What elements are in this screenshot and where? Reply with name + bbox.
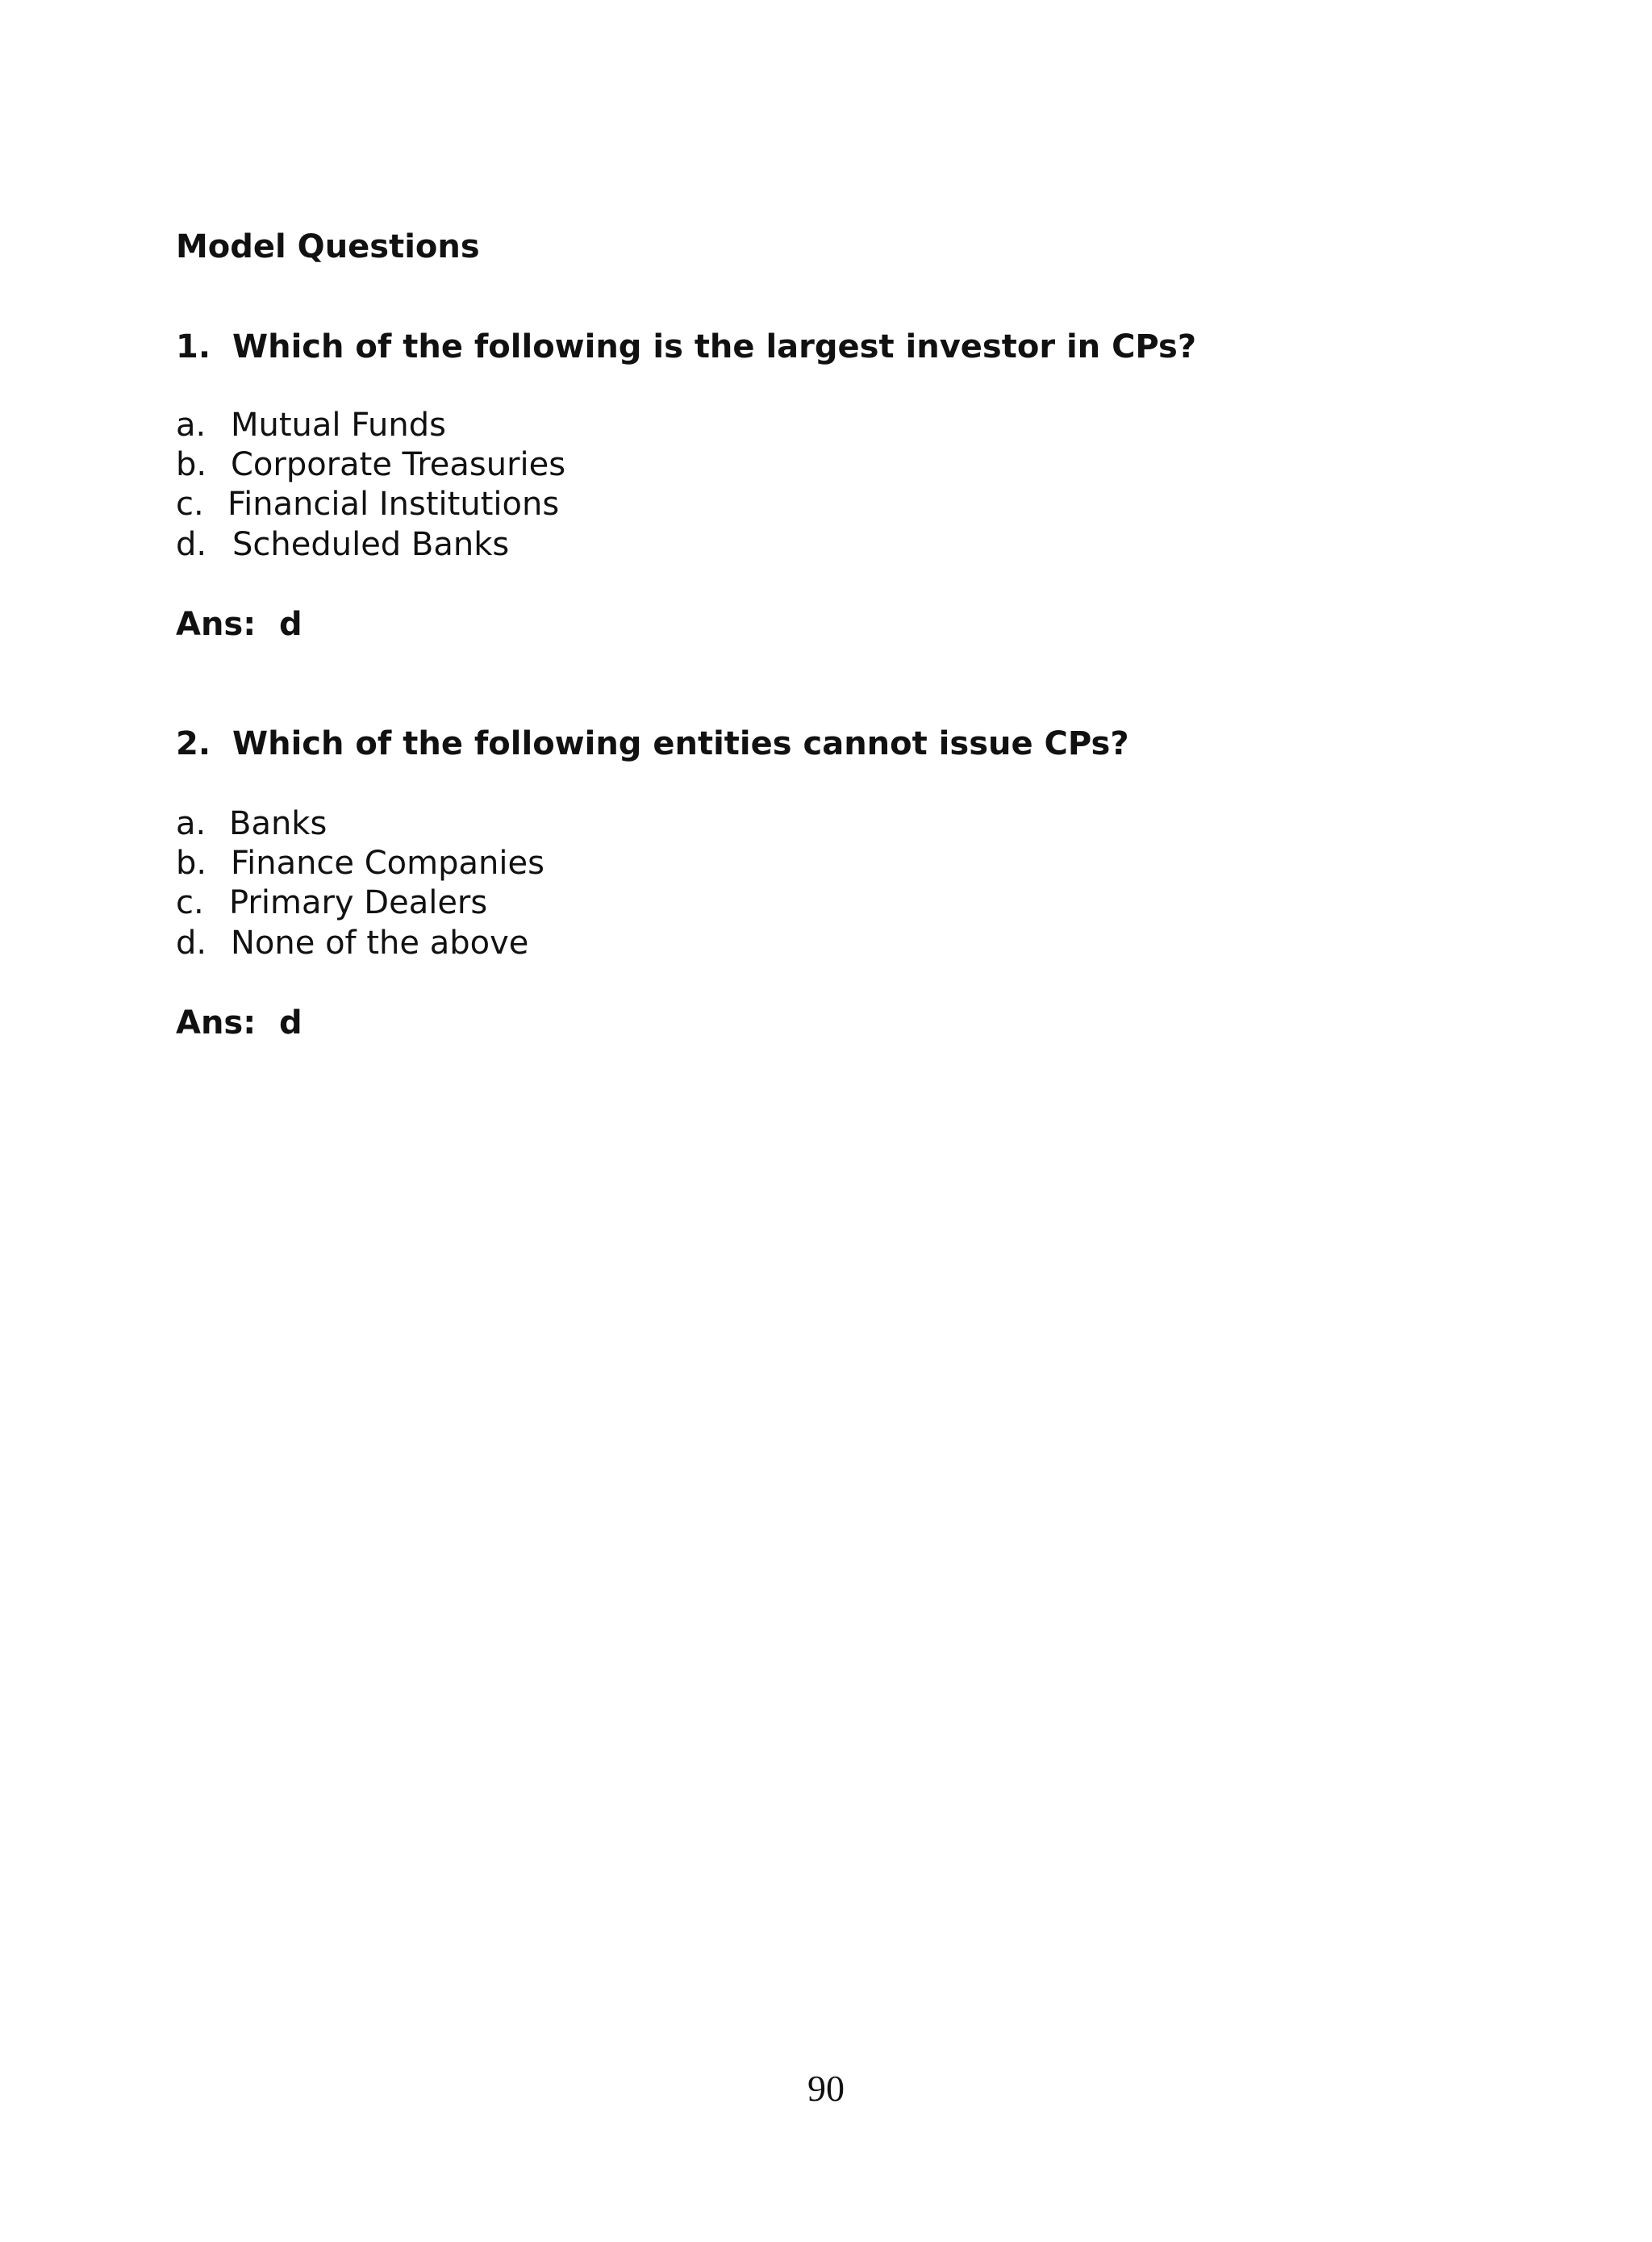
question-2-answer — [176, 1004, 302, 1042]
option-letter: a. — [176, 805, 206, 842]
answer-value: d — [279, 606, 302, 643]
question-text: Which of the following entities cannot issue CPs? — [232, 725, 1129, 762]
question-text: Which of the following is the largest investor in CPs? — [232, 328, 1197, 365]
answer-label: Ans: — [176, 606, 257, 643]
question-1-option-a — [176, 407, 446, 444]
option-letter: c. — [176, 486, 204, 523]
option-text: Primary Dealers — [229, 884, 488, 921]
question-1-answer — [176, 608, 302, 641]
question-2 — [176, 725, 1129, 762]
option-text: Scheduled Banks — [232, 526, 510, 563]
answer-label: Ans: — [176, 1004, 257, 1042]
option-letter: a. — [176, 407, 206, 444]
option-letter: d. — [176, 925, 207, 962]
question-1-option-c — [176, 486, 560, 523]
option-letter: d. — [176, 526, 207, 563]
question-2-option-c — [176, 884, 488, 921]
option-text: Banks — [229, 805, 327, 842]
question-2-option-a — [176, 805, 327, 842]
answer-value: d — [279, 1004, 302, 1042]
question-number: 1. — [176, 328, 211, 365]
question-2-option-b — [176, 845, 544, 882]
option-text: Financial Institutions — [227, 486, 560, 523]
option-text: Finance Companies — [231, 845, 544, 882]
question-1-option-b — [176, 446, 566, 483]
option-text: Mutual Funds — [231, 407, 446, 444]
question-number: 2. — [176, 725, 211, 762]
question-1 — [176, 328, 1197, 365]
section-heading: Model Questions — [176, 228, 480, 265]
option-text: None of the above — [231, 925, 529, 962]
question-2-option-d — [176, 925, 529, 962]
option-letter: c. — [176, 884, 204, 921]
option-letter: b. — [176, 446, 207, 483]
page-number: 90 — [807, 2068, 845, 2109]
question-1-option-d — [176, 528, 509, 561]
option-letter: b. — [176, 845, 207, 882]
option-text: Corporate Treasuries — [231, 446, 566, 483]
